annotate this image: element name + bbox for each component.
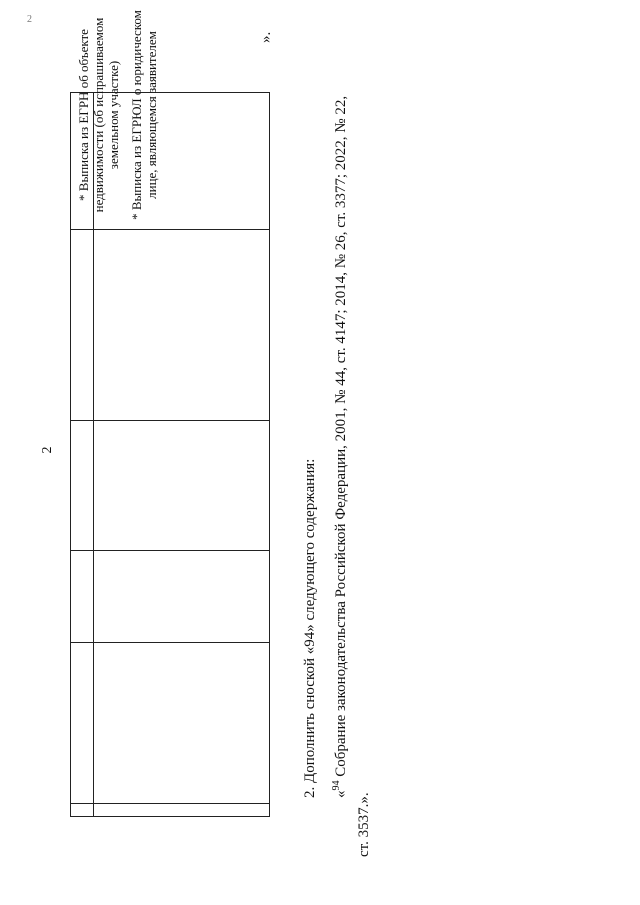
table-column-divider — [71, 803, 269, 804]
footnote-continuation: ст. 3537.». — [356, 792, 372, 857]
table-column-divider — [71, 420, 269, 421]
footnote-line — [327, 80, 351, 798]
table-cell-documents — [76, 1, 167, 229]
footnote-number: 94 — [331, 780, 342, 791]
table-cell-item: * Выписка из ЕГРЮЛ о юридическом лице, являющемся заявителем — [129, 10, 159, 220]
closing-quote-mark: ». — [258, 31, 274, 43]
footnote-open-quote: « — [333, 790, 349, 798]
table-column-divider — [71, 229, 269, 230]
page-corner-mark: 2 — [27, 14, 32, 25]
table-column-divider — [71, 642, 269, 643]
paragraph-heading: 2. Дополнить сноской «94» следующего содержания: — [302, 458, 318, 798]
page-number: 2 — [40, 446, 55, 454]
footnote-text: Собрание законодательства Российской Федерации, 2001, № 44, ст. 4147; 2014, № 26, ст. 3377; 2022, № 22, — [333, 95, 349, 781]
table-cell-item: * Выписка из ЕГРН об объекте недвижимости (об испрашиваемом земельном участке) — [76, 17, 121, 213]
table-column-divider — [71, 550, 269, 551]
